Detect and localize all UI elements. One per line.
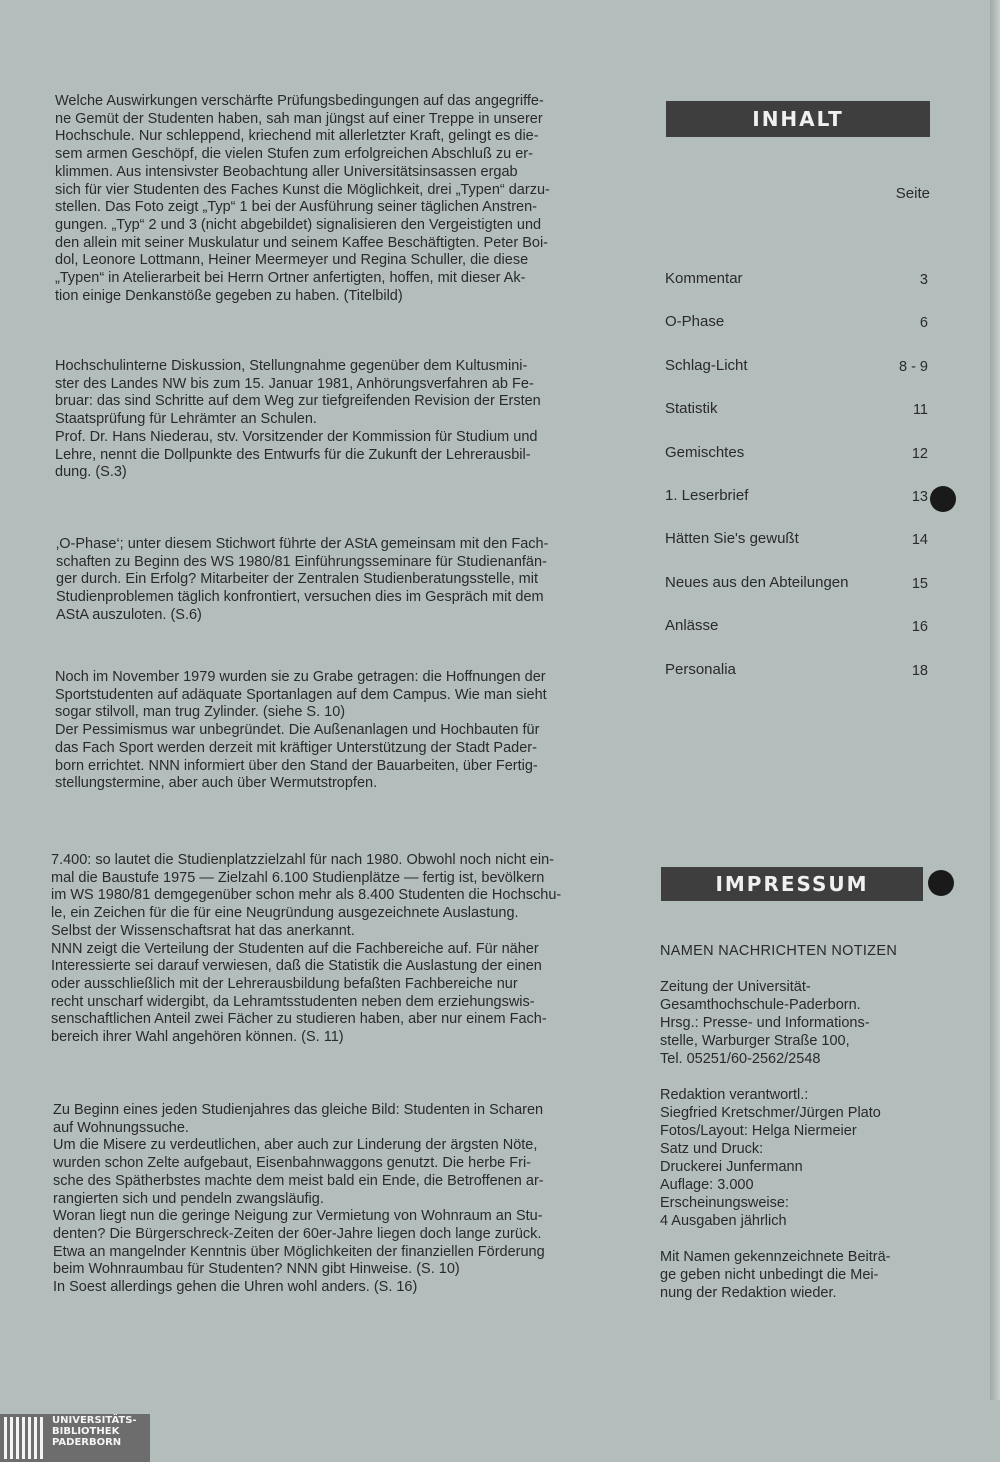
toc-item-page: 18	[911, 662, 928, 679]
toc-item-page: 6	[919, 315, 928, 332]
article-statistik: 7.400: so lautet die Studienplatzzielzahl für nach 1980. Obwohl noch nicht ein- mal die Baustufe 1975 — Zielzahl 6.100 Studienplätze — fertig ist, bevölkern im WS 1980/81 demgegenüber schon mehr als 8.400 Studenten die Hochschu- le, ein Zeichen für die für eine Neugründung ausgezeichnete Auslastung. Selbst der Wissenschaftsrat hat das anerkannt. NNN zeigt die Verteilung der Studenten auf die Fachbereiche auf. Für näher Interessierte sei darauf verwiesen, daß die Statistik die Auslastung der einen oder ausschließlich mit der Lehrerausbildung befaßten Fachbereiche nur recht unscharf widergibt, da Lehramtsstudenten neben dem erziehungswis- senschaftlichen Anteil zwei Fächer zu studieren haben, aber nur einem Fach- bereich ihrer Wahl angehören können. (S. 11)	[51, 852, 562, 1046]
toc-item[interactable]	[665, 444, 930, 487]
toc-item-title: Neues aus den Abteilungen	[665, 573, 849, 591]
toc-item-title: Hätten Sie's gewußt	[665, 530, 799, 548]
toc-item-title: Kommentar	[665, 270, 743, 287]
article-lehrerausbildung: Hochschulinterne Diskussion, Stellungnahme gegenüber dem Kultusmini- ster des Landes NW bis zum 15. Januar 1981, Anhörungsverfahren ab Fe- bruar: das sind Schritte auf dem Weg zur tiefgreifenden Revision der Ersten Staatsprüfung für Lehrämter an Schulen. Prof. Dr. Hans Niederau, stv. Vorsitzender der Kommission für Studium und Lehre, nennt die Dollpunkte des Entwurfs für die Zukunft der Lehrerausbil- dung. (S.3)	[55, 358, 541, 481]
toc-item-title: Gemischtes	[665, 443, 745, 461]
toc-item[interactable]	[665, 357, 930, 400]
toc-item-page: 11	[912, 402, 928, 419]
article-sportanlagen: Noch im November 1979 wurden sie zu Grabe getragen: die Hoffnungen der Sportstudenten auf adäquate Sportanlagen auf dem Campus. Wie man sieht sogar stilvoll, man trug Zylinder. (siehe S. 10) Der Pessimismus war unbegründet. Die Außenanlagen und Hochbauten für das Fach Sport werden derzeit mit kräftiger Unterstützung der Stadt Pader- born errichtet. NNN informiert über den Stand der Bauarbeiten, über Fertig- stellungstermine, aber auch über Wermutstropfen.	[55, 669, 547, 792]
library-logo-text: UNIVERSITÄTS- BIBLIOTHEK PADERBORN	[52, 1415, 137, 1448]
toc-item-title: Schlag-Licht	[665, 356, 748, 374]
toc-item-page: 12	[911, 445, 928, 462]
library-logo	[0, 1414, 170, 1462]
impressum-publication-name: NAMEN NACHRICHTEN NOTIZEN	[660, 943, 898, 959]
article-wohnungssuche: Zu Beginn eines jeden Studienjahres das gleiche Bild: Studenten in Scharen auf Wohnungssuche. Um die Misere zu verdeutlichen, aber auch zur Linderung der ärgsten Nöte, wurden schon Zelte aufgebaut, Eisenbahnwaggons genutzt. Die herbe Fri- sche des Spätherbstes machte dem meist bald ein Ende, die Betroffenen ar- rangierten sich und pendeln zwangsläufig. Woran liegt nun die geringe Neigung zur Vermietung von Wohnraum an Stu- denten? Die Bürgerschreck-Zeiten der 60er-Jahre liegen doch lange zurück. Etwa an mangelnder Kenntnis über Möglichkeiten der finanziellen Förderung beim Wohnraumbau für Studenten? NNN gibt Hinweise. (S. 10) In Soest allerdings gehen die Uhren wohl anders. (S. 16)	[53, 1102, 545, 1296]
table-of-contents	[665, 270, 930, 704]
library-barcode-icon	[4, 1417, 48, 1459]
impressum-staff: Redaktion verantwortl.: Siegfried Kretschmer/Jürgen Plato Fotos/Layout: Helga Niermeier Satz und Druck: Druckerei Junfermann Auflage: 3.000 Erscheinungsweise: 4 Ausgaben jährlich	[660, 1087, 881, 1229]
toc-item-title: Anlässe	[665, 617, 719, 635]
toc-item-page: 15	[911, 575, 928, 592]
toc-item-page: 8 - 9	[898, 358, 928, 375]
toc-item-page: 16	[911, 619, 928, 636]
binder-hole-dot	[930, 486, 956, 512]
impressum-publisher: Zeitung der Universität- Gesamthochschule-Paderborn. Hrsg.: Presse- und Informations- stelle, Warburger Straße 100, Tel. 05251/60-2562/2548	[660, 979, 870, 1067]
toc-item[interactable]	[665, 530, 930, 573]
toc-item-page: 14	[911, 532, 928, 549]
toc-item-page: 13	[911, 488, 928, 505]
toc-item-title: 1. Leserbrief	[665, 486, 749, 504]
toc-item[interactable]	[665, 313, 930, 356]
article-o-phase: ‚O-Phase‘; unter diesem Stichwort führte der AStA gemeinsam mit den Fach- schaften zu Beginn des WS 1980/81 Einführungsseminare für Studienanfän- ger durch. Ein Erfolg? Mitarbeiter der Zentralen Studienberatungsstelle, mit Studienproblemen täglich konfrontiert, versuchen dies im Gespräch mit dem AStA auszuloten. (S.6)	[56, 536, 549, 623]
toc-item[interactable]	[665, 487, 930, 530]
toc-item[interactable]	[665, 617, 930, 660]
toc-item[interactable]	[665, 661, 930, 704]
page-edge	[990, 0, 1000, 1400]
impressum-disclaimer: Mit Namen gekennzeichnete Beiträ- ge geben nicht unbedingt die Mei- nung der Redaktion wieder.	[660, 1249, 891, 1301]
toc-item-title: Statistik	[665, 400, 718, 418]
toc-item-title: O-Phase	[665, 313, 725, 331]
toc-item[interactable]	[665, 270, 930, 313]
binder-hole-dot	[928, 870, 954, 896]
article-titelbild: Welche Auswirkungen verschärfte Prüfungsbedingungen auf das angegriffe- ne Gemüt der Studenten haben, sah man jüngst auf einer Treppe in unserer Hochschule. Nur schleppend, kriechend mit allerletzter Kraft, gelingt es die- sem armen Geschöpf, die vielen Stufen zum erfolgreichen Abschluß zu er- klimmen. Aus intensivster Beobachtung aller Universitätsinsassen ergab sich für vier Studenten des Faches Kunst die Möglichkeit, drei „Typen“ darzu- stellen. Das Foto zeigt „Typ“ 1 bei der Ausführung seiner täglichen Anstren- gungen. „Typ“ 2 und 3 (nicht abgebildet) signalisieren den Vergeistigten und den allein mit seiner Muskulatur und seinem Kaffee Beschäftigten. Peter Boi- dol, Leonore Lottmann, Heiner Meermeyer und Regina Schuller, die diese „Typen“ in Atelierarbeit bei Herrn Ortner anfertigten, hoffen, mit dieser Ak- tion einige Denkanstöße gegeben zu haben. (Titelbild)	[55, 93, 550, 304]
impressum-heading: IMPRESSUM	[661, 867, 923, 901]
toc-item[interactable]	[665, 574, 930, 617]
inhalt-heading: INHALT	[666, 101, 930, 137]
seite-label: Seite	[895, 185, 930, 202]
toc-item[interactable]	[665, 400, 930, 443]
toc-item-title: Personalia	[665, 660, 736, 678]
toc-item-page: 3	[919, 272, 928, 288]
